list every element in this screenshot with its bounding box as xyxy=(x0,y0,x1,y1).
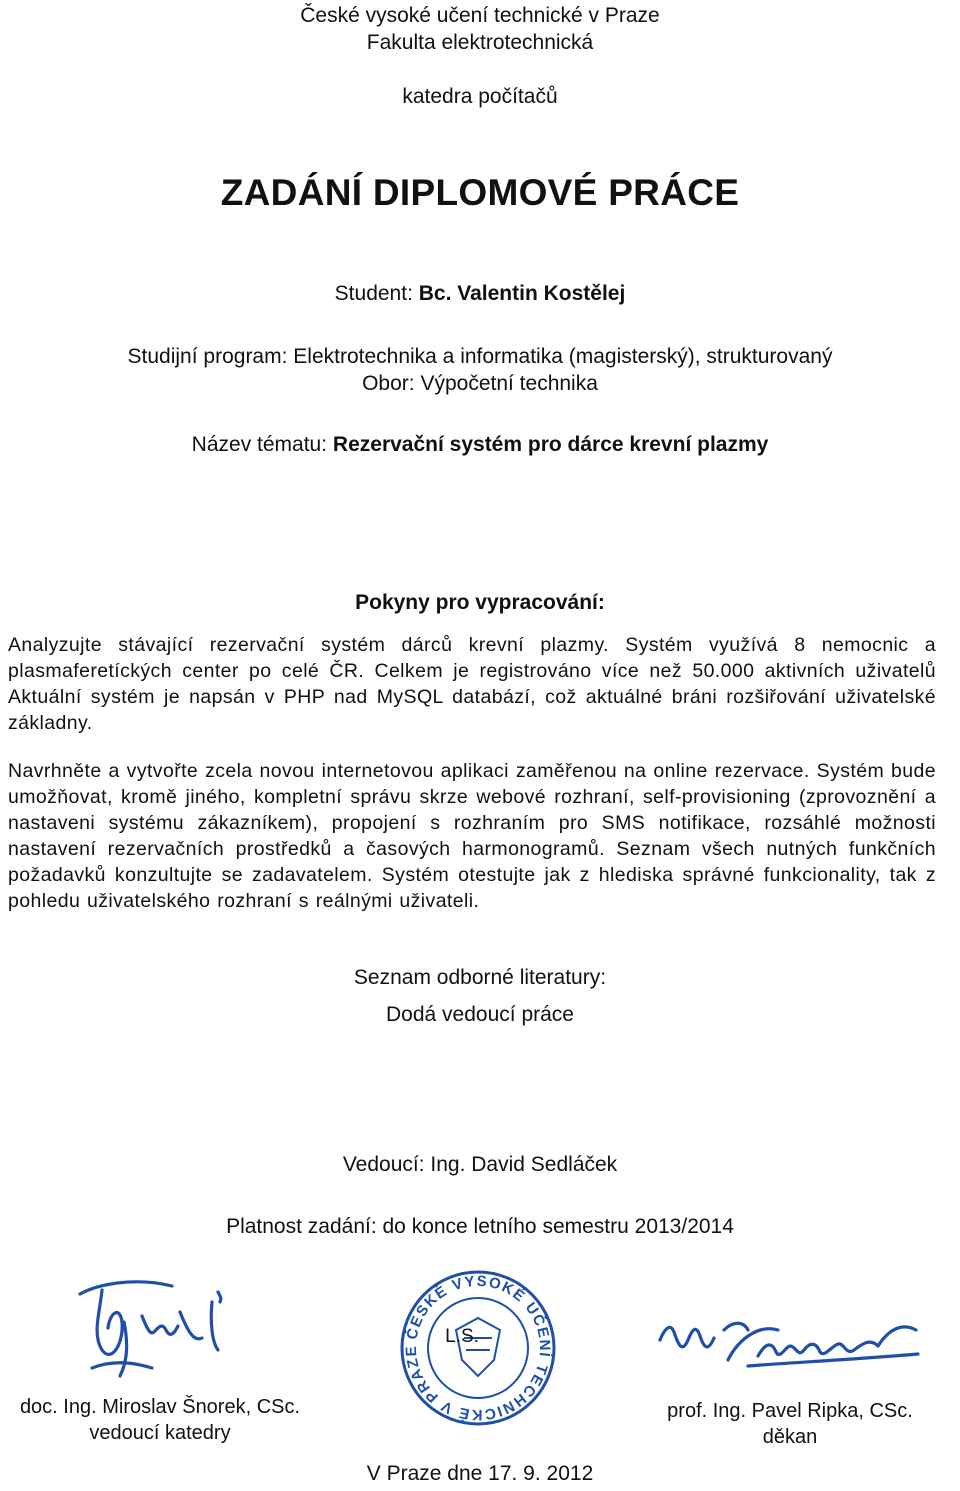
literature-heading: Seznam odborné literatury: xyxy=(353,966,607,989)
page-title: ZADÁNÍ DIPLOMOVÉ PRÁCE xyxy=(220,172,740,213)
student-line xyxy=(0,282,960,306)
study-program: Studijní program: Elektrotechnika a informatika (magisterský), strukturovaný xyxy=(127,345,833,368)
signature-left-handwriting xyxy=(62,1272,252,1392)
signature-left-role: vedoucí katedry xyxy=(89,1422,231,1444)
study-field: Obor: Výpočetní technika xyxy=(362,372,598,395)
topic-label: Název tématu: xyxy=(191,433,328,456)
signature-right-name: prof. Ing. Pavel Ripka, CSc. xyxy=(667,1400,913,1422)
department-name: katedra počítačů xyxy=(402,85,558,108)
university-seal-stamp xyxy=(398,1268,558,1428)
student-label: Student: xyxy=(334,282,413,305)
topic-value: Rezervační systém pro dárce krevní plazmy xyxy=(332,433,769,456)
instructions-paragraph-1: Analyzujte stávající rezervační systém dárců krevní plazmy. Systém využívá 8 nemocnic a plasmaferetíckých center po celé ČR. Celkem je registrováno více než 50.000 aktivních uživatelů Aktuální systém je napsán v PHP nad MySQL databází, což aktuálné bráni rozšiřování uživatelské základny. xyxy=(8,634,936,734)
supervisor: Vedoucí: Ing. David Sedláček xyxy=(342,1153,618,1176)
instructions-heading: Pokyny pro vypracování: xyxy=(355,591,605,614)
signature-left-name: doc. Ing. Miroslav Šnorek, CSc. xyxy=(19,1396,301,1418)
place-date: V Praze dne 17. 9. 2012 xyxy=(366,1462,594,1485)
signature-right-handwriting xyxy=(648,1300,938,1380)
university-name: České vysoké učení technické v Praze xyxy=(300,4,660,27)
signature-right-role: děkan xyxy=(762,1426,818,1448)
faculty-name: Fakulta elektrotechnická xyxy=(366,31,594,54)
seal-text: ČESKÉ VYSOKÉ UČENÍ TECHNICKÉ V PRAZE xyxy=(402,1272,554,1424)
student-name: Bc. Valentin Kostělej xyxy=(418,282,626,305)
literature-value: Dodá vedoucí práce xyxy=(386,1003,574,1026)
seal-label: L.S. xyxy=(445,1326,479,1347)
validity: Platnost zadání: do konce letního semestru 2013/2014 xyxy=(226,1215,734,1238)
topic-line xyxy=(0,433,960,457)
instructions-paragraph-2: Navrhněte a vytvořte zcela novou internetovou aplikaci zaměřenou na online rezervace. Systém bude umožňovat, kromě jiného, kompletní správu skrze webové rozhraní, self-provisioning (zprovoznění a nastaveni systému zákazníkem), propojení s rozhraním pro SMS notifikace, rozsáhlé možnosti nastavení rezervačních prostředků a časových harmonogramů. Seznam všech nutných funkčních požadavků konzultujte se zadavatelem. Systém otestujte jak z hlediska správné funkcionality, tak z pohledu uživatelského rozhraní s reálnými uživateli. xyxy=(8,760,936,912)
